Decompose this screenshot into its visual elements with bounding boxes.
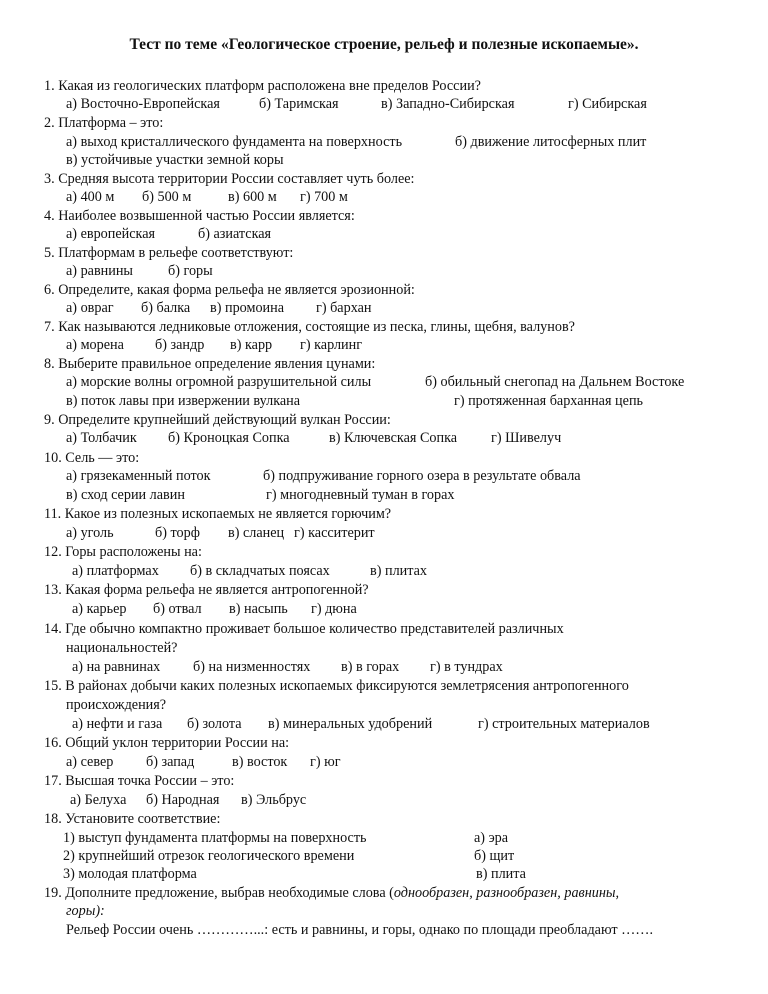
q11-option-d: г) касситерит (294, 525, 375, 541)
question-17: 17. Высшая точка России – это: (44, 773, 235, 789)
q1-option-d: г) Сибирская (568, 96, 647, 112)
q14-continuation: национальностей? (66, 640, 178, 656)
q14-option-b: б) на низменностях (193, 659, 311, 675)
q19-sentence: Рельеф России очень …………...: есть и равнины, и горы, однако по площади преобладают ……. (66, 922, 654, 938)
q19-word-list-continuation: горы): (66, 903, 105, 919)
q10-option-d: г) многодневный туман в горах (266, 487, 455, 503)
q3-option-a: а) 400 м (66, 189, 115, 205)
q17-option-a: а) Белуха (70, 792, 127, 808)
question-13: 13. Какая форма рельефа не является антропогенной? (44, 582, 369, 598)
q11-option-a: а) уголь (66, 525, 114, 541)
q8-option-c: в) поток лавы при извержении вулкана (66, 393, 301, 409)
q6-option-d: г) бархан (316, 300, 372, 316)
q17-option-c: в) Эльбрус (241, 792, 307, 808)
question-11: 11. Какое из полезных ископаемых не является горючим? (44, 506, 392, 522)
q7-option-d: г) карлинг (300, 337, 363, 353)
q16-option-c: в) восток (232, 754, 288, 770)
q16-option-b: б) запад (146, 754, 195, 770)
q2-option-a: а) выход кристаллического фундамента на поверхность (66, 134, 403, 150)
q16-option-d: г) юг (310, 754, 341, 770)
q18-left-3: 3) молодая платформа (63, 866, 197, 882)
q2-option-c: в) устойчивые участки земной коры (66, 152, 284, 168)
q18-right-3: в) плита (476, 866, 526, 882)
question-12: 12. Горы расположены на: (44, 544, 202, 560)
q1-option-a: а) Восточно-Европейская (66, 96, 220, 112)
q11-option-c: в) сланец (228, 525, 285, 541)
q11-option-b: б) торф (155, 525, 200, 541)
q15-option-d: г) строительных материалов (478, 716, 650, 732)
q7-option-a: а) морена (66, 337, 124, 353)
q5-option-b: б) горы (168, 263, 213, 279)
question-3: 3. Средняя высота территории России составляет чуть более: (44, 171, 415, 187)
q7-option-c: в) карр (230, 337, 273, 353)
question-16: 16. Общий уклон территории России на: (44, 735, 290, 751)
q6-option-c: в) промоина (210, 300, 285, 316)
q10-option-a: а) грязекаменный поток (66, 468, 211, 484)
q17-option-b: б) Народная (146, 792, 220, 808)
q14-option-c: в) в горах (341, 659, 400, 675)
q19-text-start: 19. Дополните предложение, выбрав необходимые слова ( (44, 885, 394, 901)
q19-word-list: однообразен, разнообразен, равнины, (393, 885, 620, 901)
q13-option-c: в) насыпь (229, 601, 288, 617)
q6-option-a: а) овраг (66, 300, 114, 316)
q10-option-b: б) подпруживание горного озера в результате обвала (263, 468, 581, 484)
q12-option-b: б) в складчатых поясах (190, 563, 330, 579)
q9-option-c: в) Ключевская Сопка (329, 430, 458, 446)
question-7: 7. Как называются ледниковые отложения, состоящие из песка, глины, щебня, валунов? (44, 319, 575, 335)
q15-option-c: в) минеральных удобрений (268, 716, 433, 732)
q16-option-a: а) север (66, 754, 114, 770)
q13-option-a: а) карьер (72, 601, 127, 617)
question-1: 1. Какая из геологических платформ расположена вне пределов России? (44, 78, 481, 94)
q1-option-b: б) Таримская (259, 96, 339, 112)
question-6: 6. Определите, какая форма рельефа не является эрозионной: (44, 282, 415, 298)
q2-option-b: б) движение литосферных плит (455, 134, 647, 150)
q8-option-a: а) морские волны огромной разрушительной силы (66, 374, 372, 390)
question-5: 5. Платформам в рельефе соответствуют: (44, 245, 294, 261)
q15-option-b: б) золота (187, 716, 242, 732)
question-19 (44, 884, 619, 902)
question-8: 8. Выберите правильное определение явления цунами: (44, 356, 376, 372)
q18-left-2: 2) крупнейший отрезок геологического времени (63, 848, 355, 864)
question-15: 15. В районах добычи каких полезных ископаемых фиксируются землетрясения антропогенного (44, 678, 629, 694)
q15-option-a: а) нефти и газа (72, 716, 163, 732)
q4-option-b: б) азиатская (198, 226, 272, 242)
q3-option-b: б) 500 м (142, 189, 192, 205)
q14-option-d: г) в тундрах (430, 659, 503, 675)
q6-option-b: б) балка (141, 300, 191, 316)
question-9: 9. Определите крупнейший действующий вулкан России: (44, 412, 391, 428)
q9-option-a: а) Толбачик (66, 430, 137, 446)
q8-option-d: г) протяженная барханная цепь (454, 393, 644, 409)
question-4: 4. Наиболее возвышенной частью России является: (44, 208, 355, 224)
page-title: Тест по теме «Геологическое строение, рельеф и полезные ископаемые». (129, 36, 639, 53)
q14-option-a: а) на равнинах (72, 659, 161, 675)
q13-option-d: г) дюна (311, 601, 357, 617)
q3-option-d: г) 700 м (300, 189, 348, 205)
q15-continuation: происхождения? (66, 697, 167, 713)
q10-option-c: в) сход серии лавин (66, 487, 185, 503)
q18-left-1: 1) выступ фундамента платформы на поверхность (63, 830, 367, 846)
question-18: 18. Установите соответствие: (44, 811, 221, 827)
question-10: 10. Сель — это: (44, 450, 140, 466)
q1-option-c: в) Западно-Сибирская (381, 96, 515, 112)
q4-option-a: а) европейская (66, 226, 156, 242)
q18-right-1: а) эра (474, 830, 509, 846)
question-14: 14. Где обычно компактно проживает большое количество представителей различных (44, 621, 564, 637)
q9-option-b: б) Кроноцкая Сопка (168, 430, 290, 446)
q12-option-a: а) платформах (72, 563, 159, 579)
q8-option-b: б) обильный снегопад на Дальнем Востоке (425, 374, 685, 390)
q18-right-2: б) щит (474, 848, 515, 864)
question-2: 2. Платформа – это: (44, 115, 164, 131)
q9-option-d: г) Шивелуч (491, 430, 562, 446)
q13-option-b: б) отвал (153, 601, 202, 617)
q7-option-b: б) зандр (155, 337, 205, 353)
q12-option-c: в) плитах (370, 563, 427, 579)
q3-option-c: в) 600 м (228, 189, 277, 205)
q5-option-a: а) равнины (66, 263, 133, 279)
